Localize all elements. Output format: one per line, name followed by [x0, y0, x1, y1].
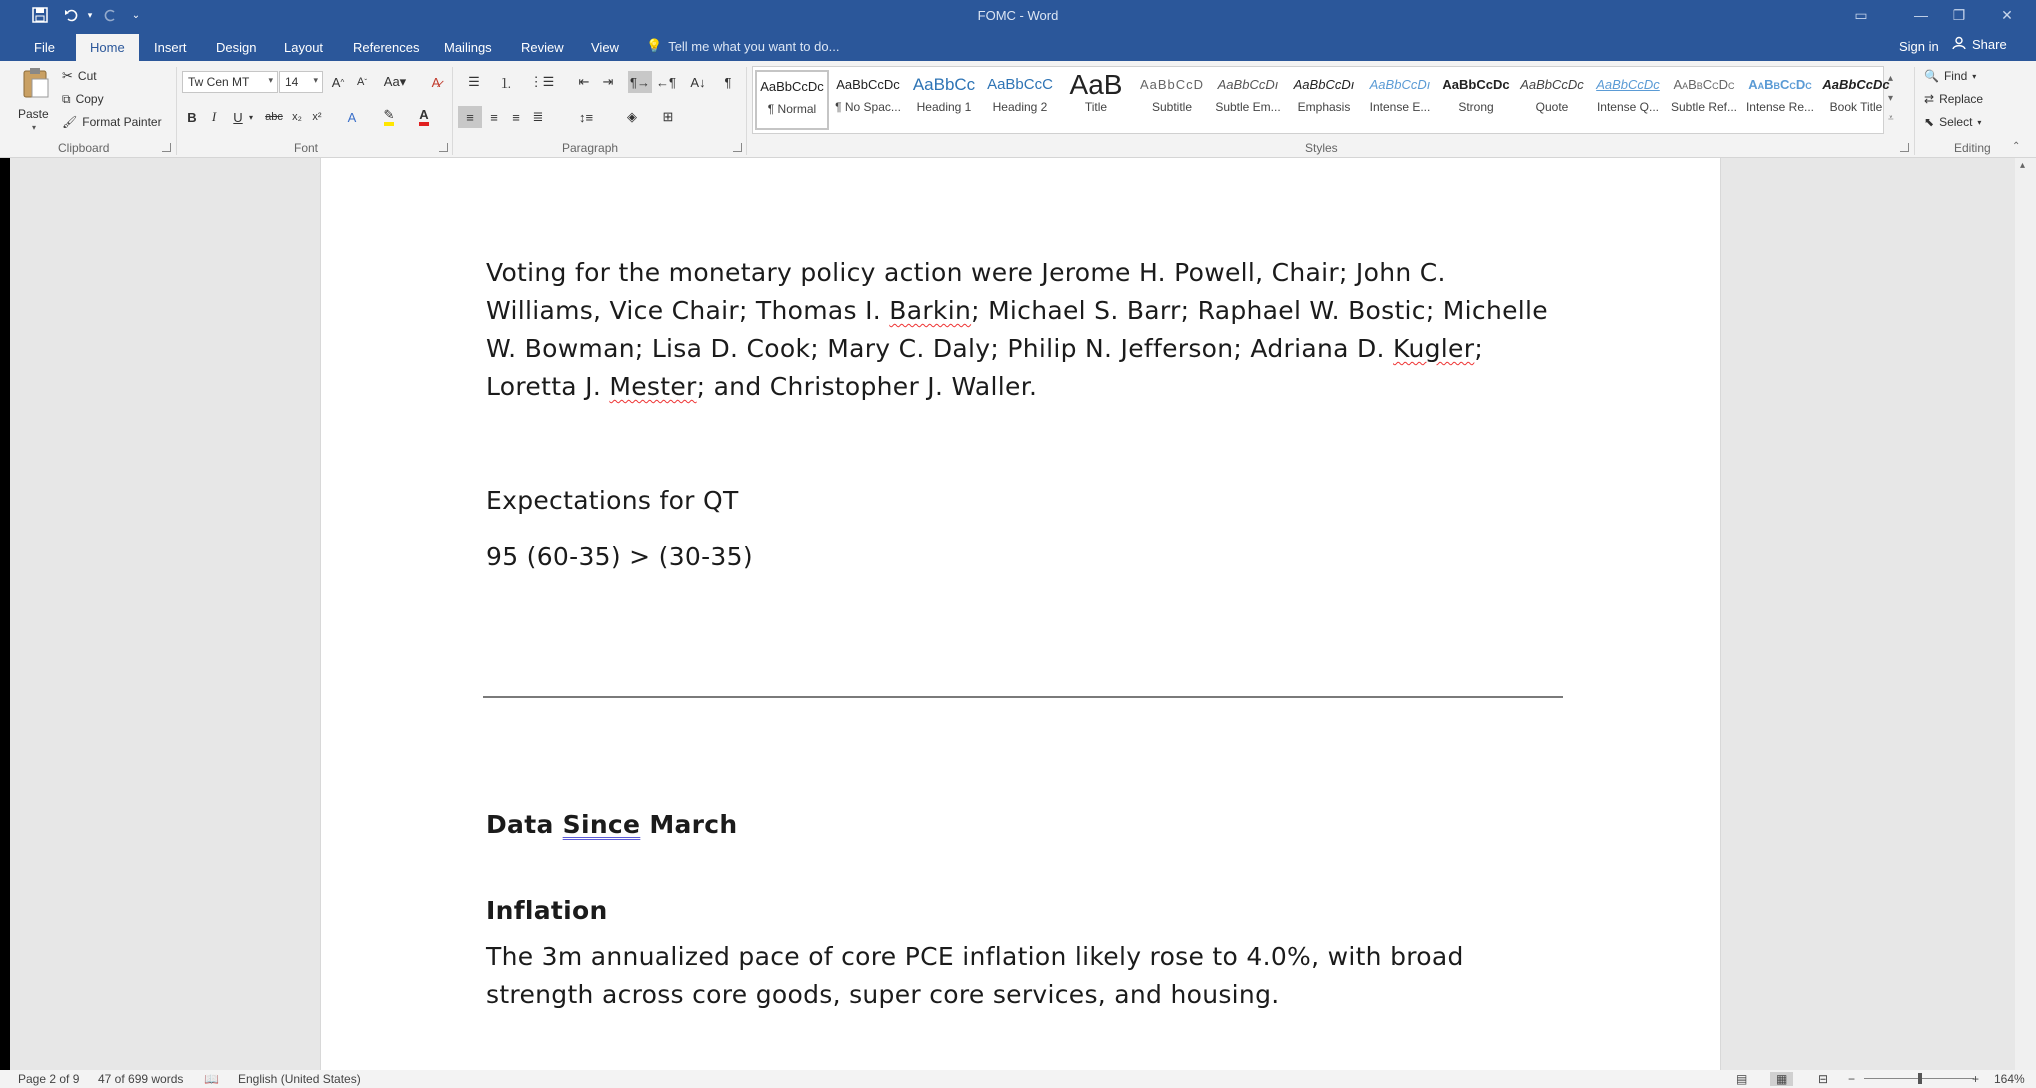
print-layout-icon[interactable]: ▦ — [1770, 1072, 1793, 1086]
tab-layout[interactable]: Layout — [284, 40, 324, 55]
styles-launcher-icon[interactable] — [1900, 143, 1909, 152]
style-name: Emphasis — [1297, 100, 1351, 114]
multilevel-list-icon[interactable]: ⋮☰ — [529, 74, 555, 89]
style-sample: AaBbCcC — [987, 76, 1053, 93]
paste-dropdown-icon[interactable]: ▾ — [32, 123, 37, 132]
ribbon-display-options-icon[interactable]: ▭ — [1854, 6, 1868, 23]
style-sample: AaBbCcDc — [1822, 77, 1890, 92]
text-run: Data — [486, 810, 563, 839]
undo-dropdown-icon[interactable]: ▾ — [87, 9, 93, 20]
web-layout-icon[interactable]: ⊟ — [1818, 1072, 1829, 1086]
align-center-icon[interactable]: ≡ — [490, 109, 498, 125]
close-icon[interactable]: ✕ — [2001, 6, 2013, 23]
paragraph-group-label: Paragraph — [562, 141, 619, 155]
font-launcher-icon[interactable] — [439, 143, 448, 152]
grammar-flag[interactable]: Since — [562, 810, 641, 839]
group-separator — [746, 67, 747, 155]
more-styles-icon[interactable]: ⩡ — [1888, 113, 1894, 124]
style-title[interactable] — [1059, 70, 1133, 130]
style-name: Heading 2 — [992, 100, 1048, 114]
format-painter-label: Format Painter — [82, 115, 162, 129]
clear-formatting-icon[interactable]: A̷ — [431, 74, 441, 90]
proofing-icon[interactable]: 📖 — [204, 1072, 219, 1086]
bullets-icon[interactable]: ☰ — [468, 74, 480, 89]
spelling-error[interactable]: Mester — [609, 372, 697, 401]
tab-home[interactable]: Home — [76, 34, 139, 61]
bold-icon[interactable]: B — [187, 109, 197, 125]
tell-me-text: Tell me what you want to do... — [668, 38, 840, 54]
styles-scroll[interactable] — [1888, 69, 1894, 129]
style-book-title[interactable] — [1819, 70, 1893, 130]
justify-icon[interactable]: ≣ — [532, 109, 544, 124]
text-run: W. Bowman; Lisa D. Cook; Mary C. Daly; Philip N. Jefferson; Adriana D. — [486, 334, 1394, 363]
styles-gallery — [752, 66, 1890, 134]
qt-value: 95 (60-35) > (30-35) — [486, 542, 753, 571]
inflation-line-2: strength across core goods, super core services, and housing. — [486, 980, 1280, 1009]
tab-references[interactable]: References — [353, 40, 420, 55]
font-group-label: Font — [294, 141, 319, 155]
text-run: Loretta J. — [486, 372, 610, 401]
cursor-icon: ⬉ — [1924, 115, 1935, 129]
sign-in-link[interactable]: Sign in — [1899, 39, 1939, 54]
read-mode-icon[interactable]: ▤ — [1736, 1072, 1748, 1086]
share-label: Share — [1972, 37, 2007, 52]
paragraph-launcher-icon[interactable] — [733, 143, 742, 152]
increase-indent-icon[interactable]: ⇥ — [602, 74, 614, 89]
horizontal-rule — [483, 696, 1563, 698]
style-normal[interactable] — [755, 70, 829, 130]
find-button[interactable] — [1924, 66, 1976, 86]
style-name: Intense Q... — [1596, 100, 1660, 114]
language-indicator[interactable]: English (United States) — [238, 1072, 361, 1086]
editing-group-label: Editing — [1954, 141, 1991, 155]
scroll-up-icon[interactable]: ▴ — [2020, 160, 2026, 171]
style-name: ¶ No Spac... — [835, 100, 901, 114]
replace-label: Replace — [1939, 92, 1984, 106]
numbering-icon[interactable]: ⒈ — [499, 75, 513, 91]
style-sample: AaBbCc — [912, 75, 976, 94]
style-name: Intense Re... — [1745, 100, 1815, 114]
zoom-in-icon[interactable]: + — [1972, 1072, 1980, 1086]
style-name: Book Title — [1829, 100, 1883, 114]
style-sample: AaBbCcD — [1139, 77, 1205, 92]
style-emphasis[interactable] — [1287, 70, 1361, 130]
style-sample: AaBbCcDc — [1673, 77, 1735, 92]
font-family-select[interactable] — [182, 71, 278, 93]
inflation-line-1: The 3m annualized pace of core PCE inflation likely rose to 4.0%, with broad — [486, 942, 1464, 971]
style-sample: AaBbCcDc — [836, 77, 900, 92]
tab-design[interactable]: Design — [216, 40, 257, 55]
magnifier-icon: 🔍 — [1924, 69, 1939, 83]
replace-button[interactable] — [1924, 89, 1983, 109]
paste-button[interactable] — [16, 65, 56, 135]
paste-label: Paste — [18, 107, 49, 121]
style-sample: AaBbCcDı — [1293, 77, 1355, 92]
underline-icon[interactable]: U — [233, 109, 243, 125]
format-painter-button[interactable] — [62, 112, 162, 132]
share-button[interactable] — [1952, 36, 2007, 53]
spelling-error[interactable]: Kugler — [1393, 334, 1475, 363]
zoom-level[interactable]: 164% — [1994, 1072, 2025, 1086]
voting-line-1: Voting for the monetary policy action were Jerome H. Powell, Chair; John C. — [486, 258, 1446, 287]
customize-quick-access-icon[interactable]: ⌄ — [131, 9, 141, 21]
inflation-paragraph — [486, 938, 1464, 1014]
style-sample: AaB — [1069, 70, 1123, 100]
zoom-slider-handle[interactable] — [1918, 1073, 1922, 1084]
clipboard-icon — [22, 67, 50, 104]
grow-font-icon[interactable]: A ^ — [331, 74, 345, 90]
style-heading-1[interactable] — [907, 70, 981, 130]
chevron-down-icon: ▾ — [268, 75, 273, 85]
style-sample: AaBbCcDc — [760, 79, 824, 94]
find-label: Find — [1943, 69, 1968, 83]
chevron-down-icon: ▾ — [1972, 71, 1977, 81]
style-name: Heading 1 — [916, 100, 972, 114]
tab-view[interactable]: View — [591, 40, 619, 55]
font-family-value: Tw Cen MT — [188, 75, 250, 89]
align-right-icon[interactable]: ≡ — [512, 109, 520, 125]
window-title: FOMC - Word — [977, 8, 1059, 23]
text-effects-icon[interactable]: A — [347, 109, 357, 125]
style-no-spacing[interactable] — [831, 70, 905, 130]
data-since-march-heading — [486, 810, 738, 839]
style-sample: AaBbCcDc — [1442, 77, 1510, 92]
spelling-error[interactable]: Barkin — [889, 296, 972, 325]
pilcrow-icon[interactable]: ¶ — [724, 74, 732, 90]
style-name: Subtle Em... — [1215, 100, 1281, 114]
chevron-up-icon[interactable]: ▴ — [1888, 73, 1894, 84]
style-name: Title — [1084, 100, 1108, 114]
word-count[interactable]: 47 of 699 words — [98, 1072, 184, 1086]
style-name: Subtle Ref... — [1670, 100, 1738, 114]
document-canvas — [10, 158, 2015, 1070]
style-sample: AaBbCcDı — [1369, 77, 1431, 92]
copy-icon: ⧉ — [62, 91, 71, 106]
scissors-icon: ✂ — [62, 68, 73, 83]
select-button[interactable] — [1924, 112, 1981, 132]
person-icon — [1952, 36, 1966, 53]
subscript-icon[interactable]: x₂ — [292, 111, 302, 123]
inflation-heading: Inflation — [486, 896, 608, 925]
minimize-icon[interactable]: — — [1914, 7, 1928, 23]
style-quote[interactable] — [1515, 70, 1589, 130]
title-bar — [0, 0, 2036, 31]
chevron-down-icon: ▾ — [1977, 117, 1982, 127]
zoom-out-icon[interactable]: − — [1848, 1072, 1856, 1086]
clipboard-launcher-icon[interactable] — [162, 143, 171, 152]
font-color-icon[interactable]: A — [412, 106, 436, 128]
chevron-down-icon: ▾ — [313, 75, 318, 85]
clipboard-group-label: Clipboard — [58, 141, 110, 155]
borders-icon[interactable]: ⊞ — [662, 109, 674, 124]
tab-mailings[interactable]: Mailings — [444, 40, 492, 55]
copy-label: Copy — [75, 92, 104, 106]
style-subtle-reference[interactable] — [1667, 70, 1741, 130]
style-name: Quote — [1535, 100, 1569, 114]
cut-label: Cut — [77, 69, 97, 83]
ltr-icon[interactable]: ¶→ — [628, 71, 652, 93]
chevron-down-icon[interactable]: ▾ — [1888, 93, 1894, 104]
document-page[interactable] — [320, 158, 1721, 1070]
style-name: Subtitle — [1151, 100, 1193, 114]
shrink-font-icon[interactable]: A ˇ — [356, 76, 367, 88]
paintbrush-icon: 🖌 — [62, 115, 78, 129]
cut-button[interactable] — [62, 66, 97, 86]
style-subtitle[interactable] — [1135, 70, 1209, 130]
style-heading-2[interactable] — [983, 70, 1057, 130]
tell-me-box[interactable] — [646, 38, 839, 54]
voting-paragraph — [486, 254, 1548, 406]
group-separator — [176, 67, 177, 155]
highlight-icon[interactable]: ✎ — [377, 106, 401, 128]
text-run: March — [640, 810, 738, 839]
group-separator — [1914, 67, 1915, 155]
style-name: Intense E... — [1369, 100, 1431, 114]
status-bar — [0, 1070, 2036, 1088]
style-sample: AaBbCcDc — [1520, 77, 1584, 92]
select-label: Select — [1939, 115, 1973, 129]
style-intense-reference[interactable] — [1743, 70, 1817, 130]
change-case-icon[interactable]: Aa▾ — [383, 74, 407, 89]
style-name: ¶ Normal — [767, 102, 817, 116]
tab-review[interactable]: Review — [521, 40, 564, 55]
italic-icon[interactable]: I — [211, 109, 217, 124]
styles-group-label: Styles — [1305, 141, 1338, 155]
qt-heading: Expectations for QT — [486, 486, 739, 515]
ribbon-tabs — [0, 31, 2036, 61]
superscript-icon[interactable]: x² — [312, 111, 322, 123]
voting-line-4 — [486, 368, 1548, 406]
tab-insert[interactable]: Insert — [154, 40, 187, 55]
collapse-ribbon-icon[interactable]: ⌃ — [2012, 141, 2021, 152]
style-intense-quote[interactable] — [1591, 70, 1665, 130]
copy-button[interactable] — [62, 89, 104, 109]
style-sample: AaBbCcDı — [1217, 77, 1279, 92]
page-count[interactable]: Page 2 of 9 — [18, 1072, 80, 1086]
ribbon — [0, 61, 2036, 158]
rtl-icon[interactable]: ←¶ — [656, 74, 676, 90]
restore-icon[interactable]: ❐ — [1952, 6, 1966, 23]
shading-icon[interactable]: ◈ — [627, 109, 637, 124]
group-separator — [452, 67, 453, 155]
align-left-icon[interactable]: ≡ — [458, 106, 482, 128]
vertical-scrollbar[interactable] — [2015, 158, 2036, 1070]
strikethrough-icon[interactable]: abc — [265, 111, 283, 123]
underline-dropdown-icon[interactable]: ▾ — [248, 112, 253, 122]
voting-line-2 — [486, 292, 1548, 330]
text-run: ; Michael S. Barr; Raphael W. Bostic; Michelle — [971, 296, 1548, 325]
tab-file[interactable]: File — [34, 40, 55, 55]
style-sample: AaBbCcDc — [1596, 77, 1660, 92]
lightbulb-icon: 💡 — [646, 38, 663, 53]
text-run: Williams, Vice Chair; Thomas I. — [486, 296, 890, 325]
text-run: ; and Christopher J. Waller. — [696, 372, 1038, 401]
voting-line-3 — [486, 330, 1548, 368]
decrease-indent-icon[interactable]: ⇤ — [578, 74, 590, 89]
replace-icon: ⇄ — [1924, 92, 1935, 106]
sort-icon[interactable]: A↓ — [690, 74, 706, 90]
style-strong[interactable] — [1439, 70, 1513, 130]
font-size-select[interactable] — [279, 71, 323, 93]
text-run: ; — [1474, 334, 1484, 363]
font-size-value: 14 — [285, 75, 299, 89]
style-sample: AaBbCcDc — [1748, 77, 1812, 92]
line-spacing-icon[interactable]: ↕≡ — [578, 109, 594, 125]
style-name: Strong — [1458, 100, 1494, 114]
style-intense-emphasis[interactable] — [1363, 70, 1437, 130]
style-subtle-emphasis[interactable] — [1211, 70, 1285, 130]
